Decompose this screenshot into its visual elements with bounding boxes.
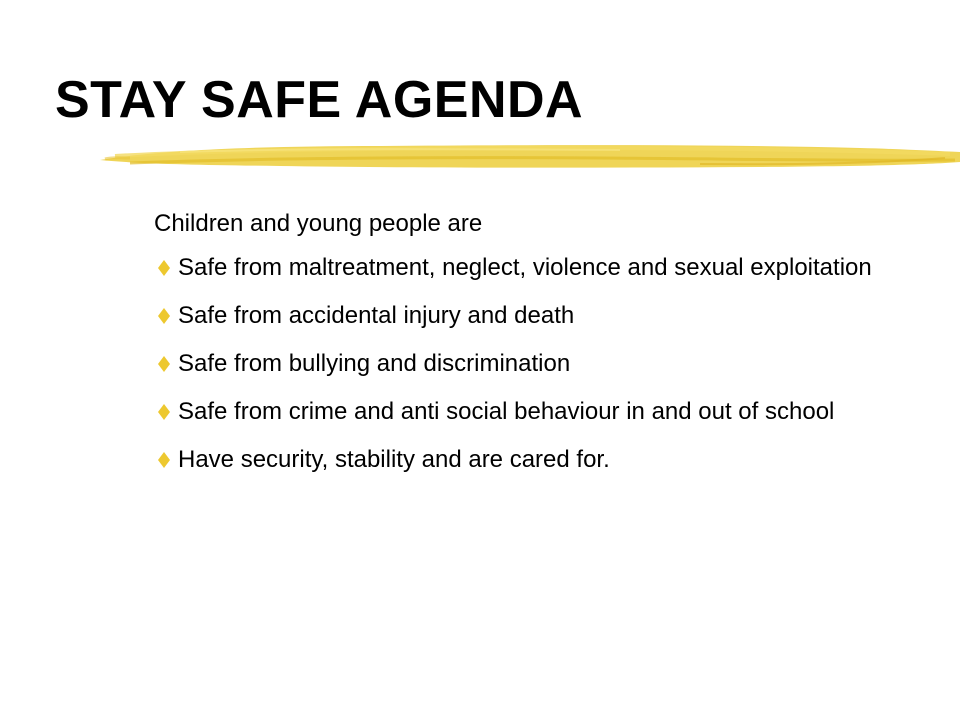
diamond-icon — [156, 444, 172, 475]
diamond-icon — [156, 396, 172, 427]
diamond-icon — [156, 348, 172, 379]
diamond-icon — [156, 300, 172, 331]
bullet-text: Safe from accidental injury and death — [178, 302, 575, 329]
slide-title: STAY SAFE AGENDA — [55, 71, 584, 129]
list-item — [154, 396, 894, 427]
bullet-text: Safe from bullying and discrimination — [178, 350, 571, 377]
bullet-list — [154, 252, 894, 492]
bullet-text: Safe from crime and anti social behaviour in and out of school — [178, 398, 835, 425]
bullet-text: Have security, stability and are cared for. — [178, 446, 610, 473]
intro-text: Children and young people are — [154, 210, 483, 237]
list-item — [154, 348, 894, 379]
list-item — [154, 252, 894, 283]
diamond-icon — [156, 252, 172, 283]
list-item — [154, 300, 894, 331]
list-item — [154, 444, 894, 475]
bullet-text: Safe from maltreatment, neglect, violence and sexual exploitation — [178, 254, 872, 281]
